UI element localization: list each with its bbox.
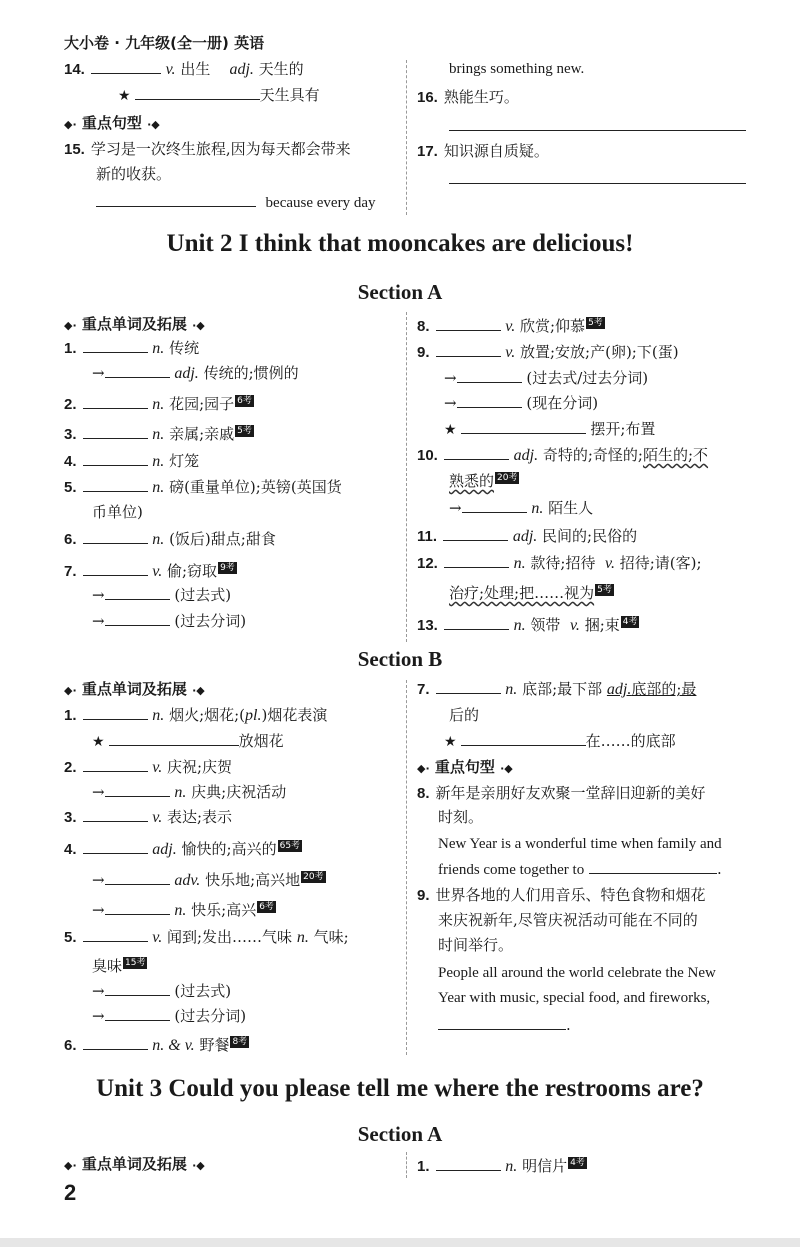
answer-blank[interactable] bbox=[461, 418, 586, 434]
answer-blank[interactable] bbox=[444, 614, 509, 630]
u2a-item-3: 3. n. 亲属;亲戚 5考 bbox=[64, 425, 252, 443]
answer-blank[interactable] bbox=[91, 58, 161, 74]
answer-blank[interactable] bbox=[109, 730, 239, 746]
answer-blank[interactable] bbox=[436, 678, 501, 694]
answer-blank[interactable] bbox=[457, 392, 522, 408]
u2a-item-12: 12. n. 款待;招待 v. 招待;请(客); bbox=[417, 554, 702, 572]
answer-blank[interactable] bbox=[444, 444, 509, 460]
star-icon: ★ bbox=[118, 88, 131, 104]
page-number: 2 bbox=[64, 1180, 77, 1205]
answer-blank[interactable] bbox=[105, 980, 170, 996]
column-divider bbox=[406, 680, 407, 1055]
answer-blank[interactable] bbox=[135, 84, 260, 100]
answer-blank[interactable] bbox=[105, 899, 170, 915]
answer-line-16[interactable] bbox=[449, 130, 746, 131]
key-words-heading: ◆· 重点单词及拓展 ·◆ bbox=[64, 1155, 205, 1173]
diamond-icon: ◆· bbox=[64, 319, 77, 332]
item-15-continuation: brings something new. bbox=[449, 61, 585, 77]
u2b-item-5-pp: → (过去分词) bbox=[92, 1007, 247, 1025]
answer-blank[interactable] bbox=[105, 1005, 170, 1021]
unit-2-section-b-title: Section B bbox=[357, 647, 443, 671]
u2b-item-6: 6. n. & v. 野餐 8考 bbox=[64, 1036, 248, 1054]
diamond-icon: ◆· bbox=[64, 1159, 77, 1172]
answer-blank[interactable] bbox=[83, 560, 148, 576]
item-15: 15. 学习是一次终生旅程,因为每天都会带来 bbox=[64, 140, 351, 158]
answer-blank[interactable] bbox=[83, 926, 148, 942]
item-17: 17. 知识源自质疑。 bbox=[417, 142, 549, 160]
answer-blank[interactable] bbox=[83, 337, 148, 353]
u2a-item-2: 2. n. 花园;园子 6考 bbox=[64, 395, 252, 413]
column-divider bbox=[406, 1152, 407, 1178]
diamond-icon: ·◆ bbox=[192, 319, 205, 332]
exam-frequency-badge: 5考 bbox=[237, 426, 252, 436]
u2b-item-4-adv: → adv. 快乐地;高兴地 20考 bbox=[92, 871, 324, 889]
arrow-icon: → bbox=[92, 901, 105, 919]
answer-blank[interactable] bbox=[105, 781, 170, 797]
exam-frequency-badge: 65考 bbox=[279, 841, 301, 851]
exam-frequency-badge: 5考 bbox=[588, 318, 603, 328]
u2b-item-4-noun: → n. 快乐;高兴 6考 bbox=[92, 901, 274, 919]
answer-blank[interactable] bbox=[462, 497, 527, 513]
exam-frequency-badge: 6考 bbox=[259, 902, 274, 912]
answer-blank[interactable] bbox=[105, 362, 170, 378]
u2a-item-9-ing: → (现在分词) bbox=[444, 394, 599, 412]
column-divider bbox=[406, 312, 407, 642]
arrow-icon: → bbox=[92, 364, 105, 382]
column-divider bbox=[406, 60, 407, 215]
answer-blank[interactable] bbox=[83, 838, 148, 854]
answer-blank[interactable] bbox=[83, 450, 148, 466]
answer-blank[interactable] bbox=[83, 704, 148, 720]
u2b-item-4: 4. adj. 愉快的;高兴的 65考 bbox=[64, 840, 301, 858]
u2b-item-8-en1: New Year is a wonderful time when family and bbox=[438, 836, 722, 852]
u2a-item-6: 6. n. (饭后)甜点;甜食 bbox=[64, 530, 276, 548]
item-15-line2: 新的收获。 bbox=[96, 165, 172, 183]
exam-frequency-badge: 15考 bbox=[125, 958, 146, 968]
answer-line-17[interactable] bbox=[449, 183, 746, 184]
u2b-item-9-en1: People all around the world celebrate the New bbox=[438, 965, 716, 981]
diamond-icon: ·◆ bbox=[147, 118, 160, 131]
answer-blank[interactable] bbox=[83, 476, 148, 492]
u2b-item-2-derivative: → n. 庆典;庆祝活动 bbox=[92, 783, 287, 801]
diamond-icon: ·◆ bbox=[192, 1159, 205, 1172]
u2b-item-9-en2: Year with music, special food, and fireworks, bbox=[438, 990, 711, 1006]
diamond-icon: ·◆ bbox=[192, 684, 205, 697]
arrow-icon: → bbox=[444, 394, 457, 412]
unit-3-section-a-title: Section A bbox=[357, 1122, 443, 1146]
answer-blank[interactable] bbox=[436, 341, 501, 357]
u2b-item-7-star: ★ 在……的底部 bbox=[444, 732, 676, 750]
u2a-item-8: 8. v. 欣赏;仰慕 5考 bbox=[417, 317, 603, 335]
star-icon: ★ bbox=[92, 734, 105, 750]
page-bottom-edge bbox=[0, 1238, 800, 1247]
answer-blank[interactable] bbox=[436, 1155, 501, 1171]
answer-blank[interactable] bbox=[83, 806, 148, 822]
u2a-item-7: 7. v. 偷;窃取 9考 bbox=[64, 562, 235, 580]
u2a-item-10-derivative: → n. 陌生人 bbox=[449, 499, 594, 517]
answer-blank[interactable] bbox=[105, 610, 170, 626]
diamond-icon: ◆· bbox=[64, 118, 77, 131]
arrow-icon: → bbox=[92, 871, 105, 889]
diamond-icon: ·◆ bbox=[500, 762, 513, 775]
arrow-icon: → bbox=[92, 783, 105, 801]
unit-3-title: Unit 3 Could you please tell me where the restrooms are? bbox=[96, 1075, 704, 1102]
u2a-item-7-pp: → (过去分词) bbox=[92, 612, 247, 630]
u2b-item-3: 3. v. 表达;表示 bbox=[64, 808, 233, 826]
key-sentences-heading: ◆· 重点句型 ·◆ bbox=[417, 758, 513, 776]
u3a-item-1: 1. n. 明信片 4考 bbox=[417, 1157, 585, 1175]
u2b-item-7: 7. n. 底部;最下部 adj.底部的;最 bbox=[417, 680, 697, 698]
exam-frequency-badge: 20考 bbox=[497, 473, 518, 483]
u2a-item-1-derivative: → adj. 传统的;惯例的 bbox=[92, 364, 299, 382]
arrow-icon: → bbox=[444, 369, 457, 387]
star-icon: ★ bbox=[444, 422, 457, 438]
arrow-icon: → bbox=[92, 1007, 105, 1025]
answer-blank[interactable] bbox=[444, 552, 509, 568]
item-15-answer: because every day bbox=[96, 191, 375, 214]
u2a-item-10-cont: 熟悉的 20考 bbox=[449, 472, 518, 490]
u2a-item-7-past: → (过去式) bbox=[92, 586, 232, 604]
u2b-item-5: 5. v. 闻到;发出……气味 n. 气味; bbox=[64, 928, 349, 946]
diamond-icon: ◆· bbox=[417, 762, 430, 775]
u2b-item-1: 1. n. 烟火;烟花;(pl.)烟花表演 bbox=[64, 706, 328, 724]
u2b-item-5-past: → (过去式) bbox=[92, 982, 232, 1000]
answer-blank[interactable] bbox=[96, 191, 256, 207]
u2a-item-12-cont: 治疗;处理;把……视为 5考 bbox=[449, 584, 612, 602]
arrow-icon: → bbox=[449, 499, 462, 517]
u2b-item-8-line2: 时刻。 bbox=[438, 808, 484, 826]
u2a-item-13: 13. n. 领带 v. 捆;束 4考 bbox=[417, 616, 638, 634]
exam-frequency-badge: 6考 bbox=[237, 396, 252, 406]
answer-blank[interactable] bbox=[105, 869, 170, 885]
u2a-item-10: 10. adj. 奇特的;奇怪的;陌生的;不 bbox=[417, 446, 709, 464]
exam-frequency-badge: 9考 bbox=[220, 563, 235, 573]
u2a-item-9-past: → (过去式/过去分词) bbox=[444, 369, 649, 387]
u2b-item-9-answer: . bbox=[438, 1014, 571, 1036]
answer-blank[interactable] bbox=[461, 730, 586, 746]
answer-blank[interactable] bbox=[83, 756, 148, 772]
unit-2-title: Unit 2 I think that mooncakes are delicious! bbox=[166, 230, 634, 257]
diamond-icon: ◆· bbox=[64, 684, 77, 697]
key-sentences-heading: ◆· 重点句型 ·◆ bbox=[64, 114, 160, 132]
running-header: 大小卷 · 九年级(全一册) 英语 bbox=[64, 34, 265, 52]
u2a-item-4: 4. n. 灯笼 bbox=[64, 452, 200, 470]
u2b-item-9-line2: 来庆祝新年,尽管庆祝活动可能在不同的 bbox=[438, 911, 698, 929]
exam-frequency-badge: 8考 bbox=[232, 1037, 248, 1047]
u2a-item-11: 11. adj. 民间的;民俗的 bbox=[417, 527, 638, 545]
u2a-item-9-star: ★ 摆开;布置 bbox=[444, 420, 656, 438]
arrow-icon: → bbox=[92, 982, 105, 1000]
answer-blank[interactable] bbox=[436, 315, 501, 331]
u2b-item-7-cont: 后的 bbox=[449, 706, 480, 724]
arrow-icon: → bbox=[92, 586, 105, 604]
answer-blank[interactable] bbox=[105, 584, 170, 600]
u2a-item-1: 1. n. 传统 bbox=[64, 339, 200, 357]
exam-frequency-badge: 4考 bbox=[622, 617, 638, 627]
unit-2-section-a-title: Section A bbox=[357, 280, 443, 304]
answer-blank[interactable] bbox=[438, 1014, 566, 1030]
u2b-item-9: 9. 世界各地的人们用音乐、特色食物和烟花 bbox=[417, 886, 706, 904]
key-words-heading: ◆· 重点单词及拓展 ·◆ bbox=[64, 680, 205, 698]
u2b-item-1-star: ★ 放烟花 bbox=[92, 732, 284, 750]
answer-blank[interactable] bbox=[443, 525, 508, 541]
exam-frequency-badge: 5考 bbox=[597, 585, 612, 595]
u2b-item-5-cont: 臭味 15考 bbox=[92, 957, 146, 975]
u2b-item-2: 2. v. 庆祝;庆贺 bbox=[64, 758, 233, 776]
answer-blank[interactable] bbox=[83, 1034, 148, 1050]
u2b-item-8: 8. 新年是亲朋好友欢聚一堂辞旧迎新的美好 bbox=[417, 784, 706, 802]
u2a-item-5: 5. n. 磅(重量单位);英镑(英国货 bbox=[64, 478, 342, 496]
answer-blank[interactable] bbox=[83, 528, 148, 544]
answer-blank[interactable] bbox=[83, 393, 148, 409]
star-icon: ★ bbox=[444, 734, 457, 750]
answer-blank[interactable] bbox=[589, 858, 717, 874]
u2b-item-8-en2: friends come together to . bbox=[438, 860, 722, 878]
item-16: 16. 熟能生巧。 bbox=[417, 88, 519, 106]
answer-blank[interactable] bbox=[457, 367, 522, 383]
key-words-heading: ◆· 重点单词及拓展 ·◆ bbox=[64, 315, 205, 333]
exam-frequency-badge: 4考 bbox=[570, 1158, 585, 1168]
answer-blank[interactable] bbox=[83, 423, 148, 439]
item-14-star: ★ 天生具有 bbox=[118, 86, 320, 104]
u2b-item-9-line3: 时间举行。 bbox=[438, 936, 514, 954]
item-number: 14. bbox=[64, 61, 85, 78]
item-14: 14. v. 出生 adj. 天生的 bbox=[64, 60, 304, 78]
u2a-item-5-cont: 币单位) bbox=[92, 503, 143, 521]
u2a-item-9: 9. v. 放置;安放;产(卵);下(蛋) bbox=[417, 343, 679, 361]
exam-frequency-badge: 20考 bbox=[303, 872, 324, 882]
arrow-icon: → bbox=[92, 612, 105, 630]
